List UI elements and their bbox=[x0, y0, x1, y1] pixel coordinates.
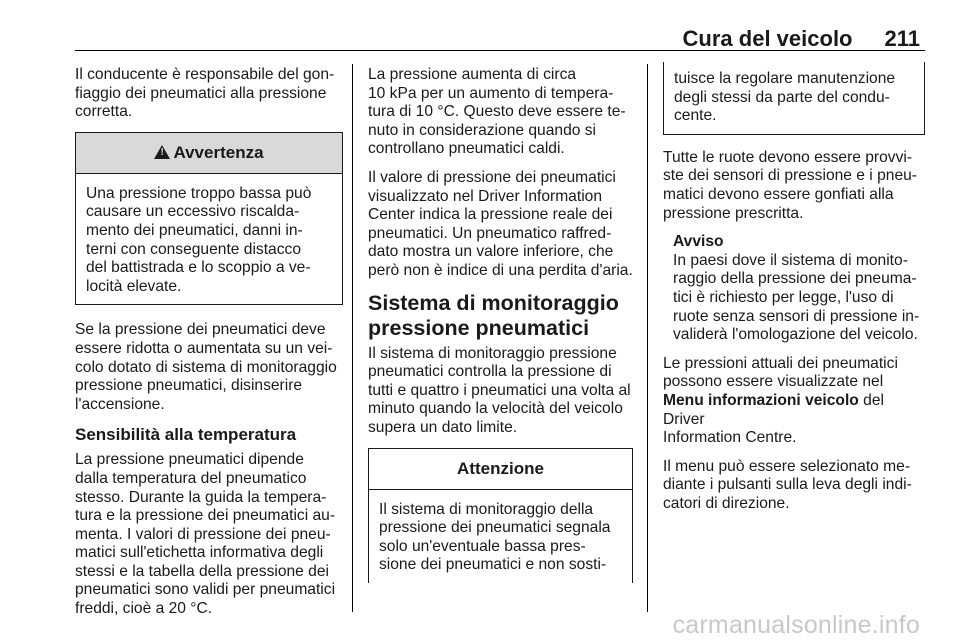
caution-text: Il sistema di monitoraggio della pressione dei pneumatici segnala solo un'eventuale bassa pres- sione dei pneumatici e non sosti- bbox=[379, 500, 611, 574]
watermark: carmanualsonline.info bbox=[672, 611, 920, 639]
paragraph-tpms: Il sistema di monitoraggio pressione pneumatici controlla la pressione di tutti e quattro i pneumatici una volta al minuto quando la velocità del veicolo supera un dato limite. bbox=[368, 344, 631, 436]
column-2 bbox=[368, 66, 633, 583]
page-header bbox=[75, 26, 920, 52]
note-block bbox=[663, 233, 925, 345]
warning-triangle-icon bbox=[154, 145, 170, 159]
paragraph-temperature: La pressione pneumatici dipende dalla temperatura del pneumatico stesso. Durante la guida la tempera- tura e la pressione dei pneumatici au- menta. I valori di pressione dei pneu- matici sull'etichetta informativa degli stessi e la tabella della pressione dei pneumatici sono validi per pneumatici freddi, cioè a 20 °C. bbox=[75, 451, 336, 618]
menu-vehicle-info-label: Menu informazioni veicolo bbox=[663, 391, 859, 409]
paragraph-menu-selection: Il menu può essere selezionato me- diante i pulsanti sulla leva degli indi- catori di direzione. bbox=[663, 457, 912, 512]
paragraph-current-pressures bbox=[663, 355, 925, 448]
note-text: In paesi dove il sistema di monito- raggio della pressione dei pneuma- tici è richiesto per legge, l'uso di ruote senza sensori di pressione in- validerà l'omologazione del veicolo. bbox=[673, 251, 920, 344]
heading-temperature: Sensibilità alla temperatura bbox=[75, 425, 297, 445]
caution-box-header bbox=[369, 449, 632, 490]
caution-title: Attenzione bbox=[457, 458, 544, 478]
caution-box bbox=[368, 448, 633, 583]
column-1 bbox=[75, 66, 343, 629]
paragraph-responsibility: Il conducente è responsabile del gon- fiaggio dei pneumatici alla pressione corretta. bbox=[75, 66, 335, 121]
warning-box bbox=[75, 132, 343, 306]
paragraph-dic-value: Il valore di pressione dei pneumatici visualizzato nel Driver Information Center indica la pressione reale dei pneumatici. Un pneumatico raffred- dato mostra un valore inferiore, che però non è indice di una perdita d'aria. bbox=[368, 168, 633, 279]
heading-tpms: Sistema di monitoraggio pressione pneumatici bbox=[368, 290, 619, 340]
current-pressures-text-start: Le pressioni attuali dei pneumatici possono essere visualizzate nel bbox=[663, 354, 898, 391]
page-number: 211 bbox=[884, 26, 920, 51]
caution-box-continued: tuisce la regolare manutenzione degli stessi da parte del condu- cente. bbox=[663, 62, 925, 135]
current-pressures-text-end: del Driver Information Centre. bbox=[663, 391, 884, 447]
warning-text: Una pressione troppo bassa può causare un eccessivo riscalda- mento dei pneumatici, danni in- terni con conseguente distacco del battistrada e lo scoppio a ve- locità elevate. bbox=[86, 184, 312, 295]
column-divider-1 bbox=[352, 64, 353, 612]
header-rule bbox=[75, 50, 925, 51]
warning-box-header bbox=[76, 133, 342, 174]
paragraph-sensors: Tutte le ruote devono essere provvi- ste dei sensori di pressione e i pneu- matici devono essere gonfiati alla pressione prescritta. bbox=[663, 148, 917, 222]
note-title: Avviso bbox=[673, 233, 724, 251]
page-title: Cura del veicolo bbox=[682, 26, 853, 51]
paragraph-ignition: Se la pressione dei pneumatici deve essere ridotta o aumentata su un vei- colo dotato di sistema di monitoraggio pressione pneumatici, disinserire l'accensione. bbox=[75, 321, 337, 413]
warning-title: Avvertenza bbox=[173, 142, 264, 162]
column-3 bbox=[663, 62, 925, 523]
paragraph-pressure-increase: La pressione aumenta di circa 10 kPa per un aumento di tempera- tura di 10 °C. Questo deve essere te- nuto in considerazione quando si controllano pneumatici caldi. bbox=[368, 66, 626, 158]
column-divider-2 bbox=[647, 64, 648, 612]
